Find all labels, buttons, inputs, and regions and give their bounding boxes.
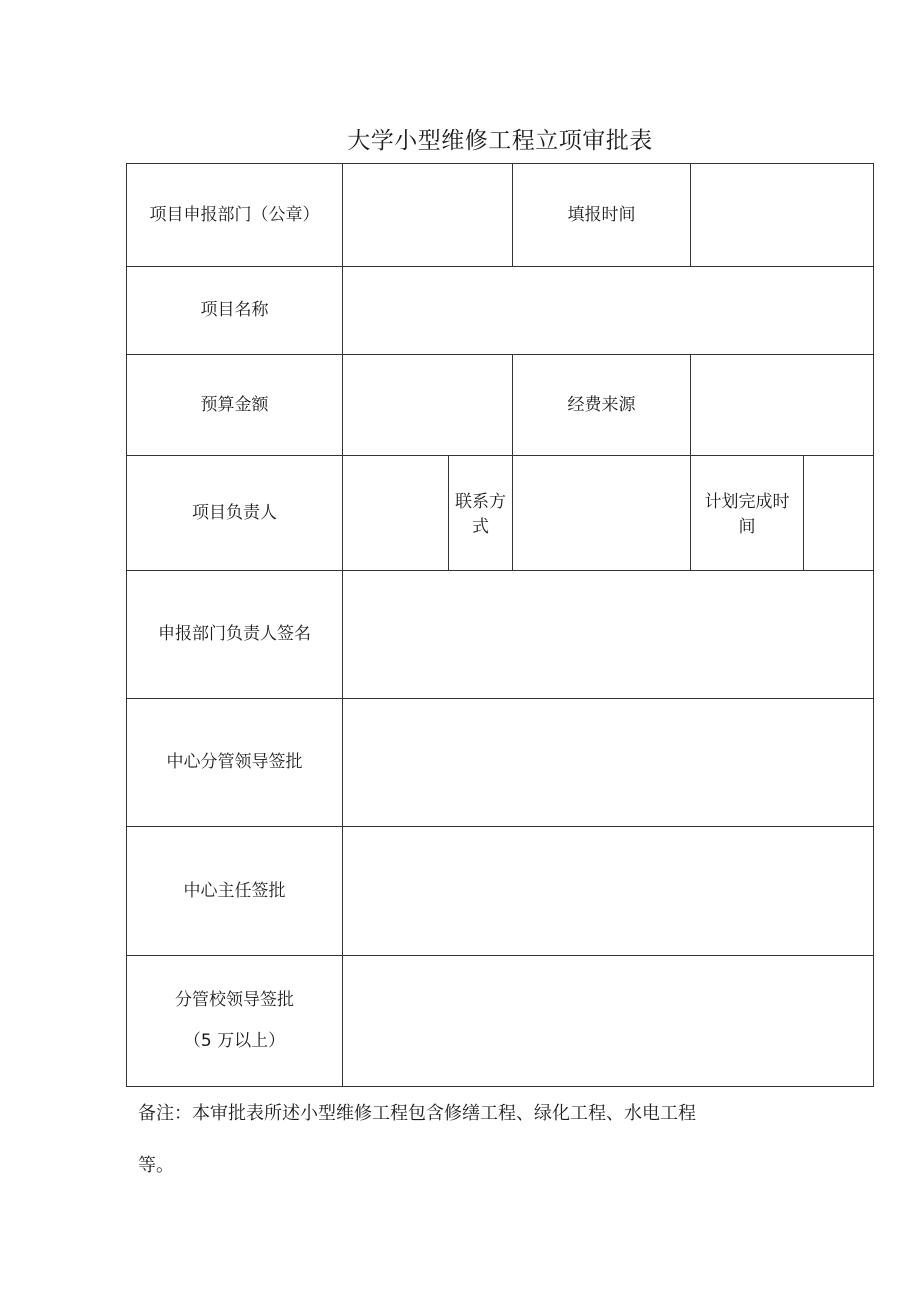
school-leader-label xyxy=(127,956,343,1087)
dept-head-sign-field[interactable] xyxy=(343,571,874,699)
approval-form-table xyxy=(126,163,874,1087)
leader-field[interactable] xyxy=(343,456,449,571)
note-line-2: 等。 xyxy=(138,1155,174,1176)
school-leader-label-main: 分管校领导签批 xyxy=(175,990,294,1010)
budget-field[interactable] xyxy=(343,355,513,456)
fill-time-field[interactable] xyxy=(691,164,874,267)
center-director-field[interactable] xyxy=(343,827,874,956)
fund-source-field[interactable] xyxy=(691,355,874,456)
dept-head-sign-label: 申报部门负责人签名 xyxy=(127,571,343,699)
contact-label-line1: 联系方 xyxy=(455,492,506,512)
plan-done-label-line1: 计划完成时 xyxy=(704,492,790,512)
budget-label: 预算金额 xyxy=(127,355,343,456)
school-leader-label-note: （5 万以上） xyxy=(183,1031,286,1051)
contact-field[interactable] xyxy=(513,456,691,571)
contact-label xyxy=(449,456,513,571)
fund-source-label: 经费来源 xyxy=(513,355,691,456)
dept-field[interactable] xyxy=(343,164,513,267)
plan-done-field[interactable] xyxy=(804,456,874,571)
contact-label-line2: 式 xyxy=(472,517,489,537)
note-line-1: 备注：本审批表所述小型维修工程包含修缮工程、绿化工程、水电工程 xyxy=(138,1103,696,1124)
leader-label: 项目负责人 xyxy=(127,456,343,571)
project-name-field[interactable] xyxy=(343,267,874,355)
dept-label: 项目申报部门（公章） xyxy=(127,164,343,267)
center-director-label: 中心主任签批 xyxy=(127,827,343,956)
plan-done-label-line2: 间 xyxy=(738,517,756,537)
page-title: 大学小型维修工程立项审批表 xyxy=(347,128,653,154)
school-leader-field[interactable] xyxy=(343,956,874,1087)
project-name-label: 项目名称 xyxy=(127,267,343,355)
center-leader-label: 中心分管领导签批 xyxy=(127,699,343,827)
fill-time-label: 填报时间 xyxy=(513,164,691,267)
center-leader-field[interactable] xyxy=(343,699,874,827)
plan-done-label xyxy=(691,456,804,571)
